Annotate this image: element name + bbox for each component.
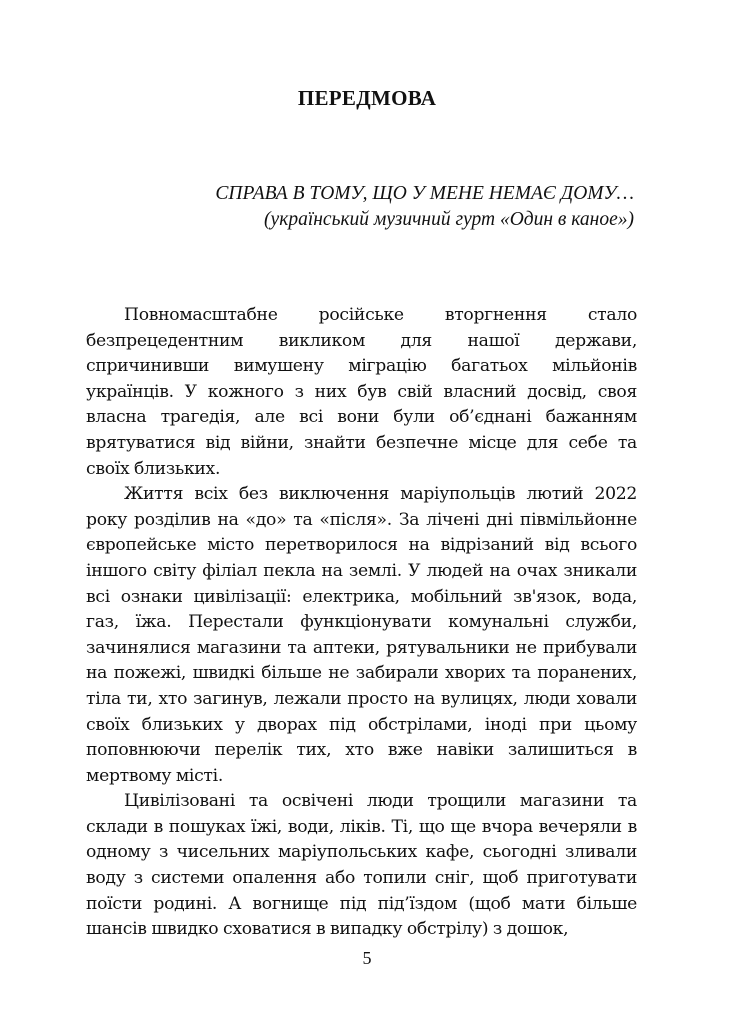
epigraph [215,181,634,233]
body-text [86,303,637,943]
page-number: 5 [362,948,372,968]
paragraph: Життя всіх без виключення маріупольців лютий 2022 року розділив на «до» та «після». За лічені дні півмільйонне європейське місто перетворилося на відрізаний від всього іншого світу філіал пекла на землі. У людей на очах зникали всі ознаки цивілізації: електрика, мобільний зв'язок, вода, газ, їжа. Перестали функціонувати комунальні служби, зачинялися магазини та аптеки, рятувальники не прибували на пожежі, швидкі більше не забирали хворих та поранених, тіла ти, хто загинув, лежали просто на вулицях, люди ховали своїх близьких у дворах під обстрілами, іноді при цьому поповнюючи перелік тих, хто вже навіки залишиться в мертвому місті. [86,484,637,786]
page-title: ПЕРЕДМОВА [297,86,437,110]
epigraph-quote: СПРАВА В ТОМУ, ЩО У МЕНЕ НЕМАЄ ДОМУ… [215,183,634,204]
paragraph: Цивілізовані та освічені люди трощили магазини та склади в пошуках їжі, води, ліків. Ті, що ще вчора вечеряли в одному з чисельних маріупольських кафе, сьогодні зливали воду з системи опалення або топили сніг, щоб приготувати поїсти родині. А вогнище під під’їздом (щоб мати більше шансів швидко сховатися в випадку обстрілу) з дошок, [86,791,637,940]
paragraph: Повномасштабне російське вторгнення стало безпрецедентним викликом для нашої держави, спричинивши вимушену міграцію багатьох мільйонів українців. У кожного з них був свій власний досвід, своя власна трагедія, але всі вони були об’єднані бажанням врятуватися від війни, знайти безпечне місце для себе та своїх близьких. [86,305,637,479]
epigraph-attribution: (український музичний гурт «Один в каное») [264,209,634,230]
